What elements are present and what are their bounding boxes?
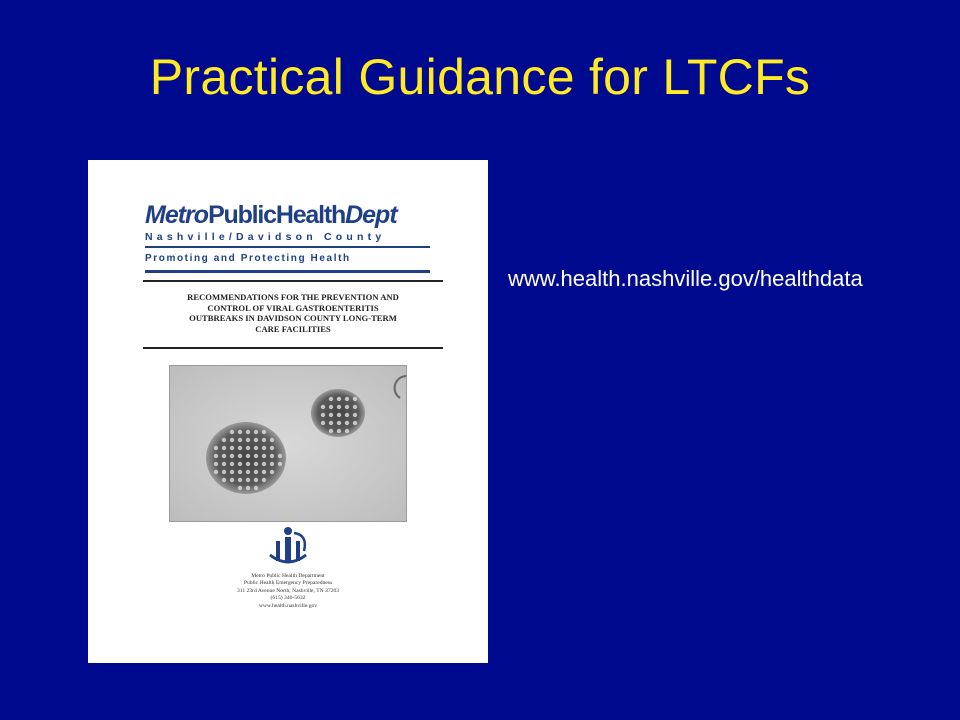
virus-particle xyxy=(278,454,282,458)
logo-county: Nashville/Davidson County xyxy=(145,231,386,243)
virus-particle xyxy=(230,438,234,442)
virus-particle xyxy=(262,470,266,474)
virus-particle xyxy=(262,462,266,466)
virus-particle xyxy=(254,430,258,434)
virus-particle xyxy=(254,446,258,450)
virus-particle xyxy=(238,454,242,458)
virus-particle xyxy=(246,446,250,450)
virus-particle xyxy=(246,454,250,458)
virus-particle xyxy=(214,462,218,466)
micrograph-graphic xyxy=(170,366,406,521)
virus-particle xyxy=(238,478,242,482)
virus-particle xyxy=(246,438,250,442)
virus-particle xyxy=(230,430,234,434)
logo-public-health: PublicHealth xyxy=(208,201,346,229)
virus-particle xyxy=(329,413,333,417)
virus-particle xyxy=(230,446,234,450)
virus-particle xyxy=(353,413,357,417)
virus-particle xyxy=(337,405,341,409)
virus-particle xyxy=(321,405,325,409)
virus-particle xyxy=(262,478,266,482)
document-title-line: CONTROL OF VIRAL GASTROENTERITIS xyxy=(207,302,379,313)
virus-particle xyxy=(321,413,325,417)
virus-particle xyxy=(345,405,349,409)
virus-particle xyxy=(262,438,266,442)
virus-particle xyxy=(329,405,333,409)
virus-particle xyxy=(270,438,274,442)
virus-particle xyxy=(345,421,349,425)
virus-particle xyxy=(222,462,226,466)
virus-particle xyxy=(345,397,349,401)
address-line: (615) 340-5632 xyxy=(270,595,306,602)
virus-particle xyxy=(270,462,274,466)
virus-particle xyxy=(230,454,234,458)
virus-particle xyxy=(238,470,242,474)
virus-particle xyxy=(246,486,250,490)
address-block xyxy=(188,573,388,610)
virus-particle xyxy=(345,429,349,433)
virus-particle xyxy=(246,462,250,466)
address-line: www.health.nashville.gov xyxy=(258,602,318,609)
address-line: 311 23rd Avenue North, Nashville, TN 37203 xyxy=(236,587,340,594)
virus-particle xyxy=(246,430,250,434)
virus-particle xyxy=(238,462,242,466)
virus-particle xyxy=(353,397,357,401)
virus-particle xyxy=(270,446,274,450)
virus-particle xyxy=(337,429,341,433)
virus-particle xyxy=(222,478,226,482)
website-url[interactable]: www.health.nashville.gov/healthdata xyxy=(508,266,863,291)
virus-particle xyxy=(270,470,274,474)
virus-particle xyxy=(230,478,234,482)
logo-wordmark xyxy=(145,200,430,230)
virus-particle xyxy=(321,421,325,425)
virus-particle xyxy=(230,470,234,474)
virus-particle xyxy=(262,446,266,450)
title-rule-top xyxy=(143,280,443,282)
virus-particle xyxy=(222,446,226,450)
health-department-emblem-icon xyxy=(264,525,312,569)
virus-particle xyxy=(353,405,357,409)
virus-particle xyxy=(329,421,333,425)
document-title xyxy=(143,292,443,334)
virus-particle xyxy=(337,421,341,425)
virus-particle xyxy=(238,430,242,434)
virus-particle xyxy=(230,462,234,466)
address-line: Metro Public Health Department xyxy=(251,573,325,579)
slide-title: Practical Guidance for LTCFs xyxy=(149,49,811,105)
virus-particle xyxy=(262,454,266,458)
virus-micrograph xyxy=(169,365,407,522)
virus-particle xyxy=(214,454,218,458)
virus-particle xyxy=(254,462,258,466)
virus-particle xyxy=(329,429,333,433)
virus-particle xyxy=(246,478,250,482)
document-title-line: RECOMMENDATIONS FOR THE PREVENTION AND xyxy=(187,292,399,302)
virus-particle xyxy=(345,413,349,417)
address-line: Public Health Emergency Preparedness xyxy=(243,580,333,587)
virus-particle xyxy=(214,470,218,474)
virus-particle xyxy=(254,486,258,490)
virus-particle xyxy=(254,454,258,458)
virus-particle xyxy=(246,470,250,474)
virus-particle xyxy=(238,486,242,490)
virus-particle xyxy=(222,454,226,458)
virus-particle xyxy=(278,462,282,466)
virus-particle xyxy=(270,454,274,458)
virus-particle xyxy=(254,470,258,474)
virus-particle xyxy=(262,430,266,434)
virus-particle xyxy=(329,397,333,401)
document-title-line: CARE FACILITIES xyxy=(255,323,331,334)
virus-particle xyxy=(222,438,226,442)
document-cover-image xyxy=(88,160,488,663)
metro-health-logo xyxy=(145,200,430,273)
logo-divider-bottom xyxy=(145,270,430,273)
virus-particle xyxy=(353,421,357,425)
virus-particle xyxy=(222,470,226,474)
virus-particle xyxy=(254,438,258,442)
title-rule-bottom xyxy=(143,347,443,349)
virus-particle xyxy=(254,478,258,482)
virus-particle xyxy=(238,446,242,450)
logo-dept: Dept xyxy=(345,201,397,229)
document-title-line: OUTBREAKS IN DAVIDSON COUNTY LONG-TERM xyxy=(189,313,397,323)
logo-metro: Metro xyxy=(145,201,209,229)
virus-particle xyxy=(238,438,242,442)
virus-particle xyxy=(337,413,341,417)
logo-tagline: Promoting and Protecting Health xyxy=(145,253,351,264)
virus-particle xyxy=(337,397,341,401)
logo-divider xyxy=(145,246,430,248)
virus-particle xyxy=(214,446,218,450)
